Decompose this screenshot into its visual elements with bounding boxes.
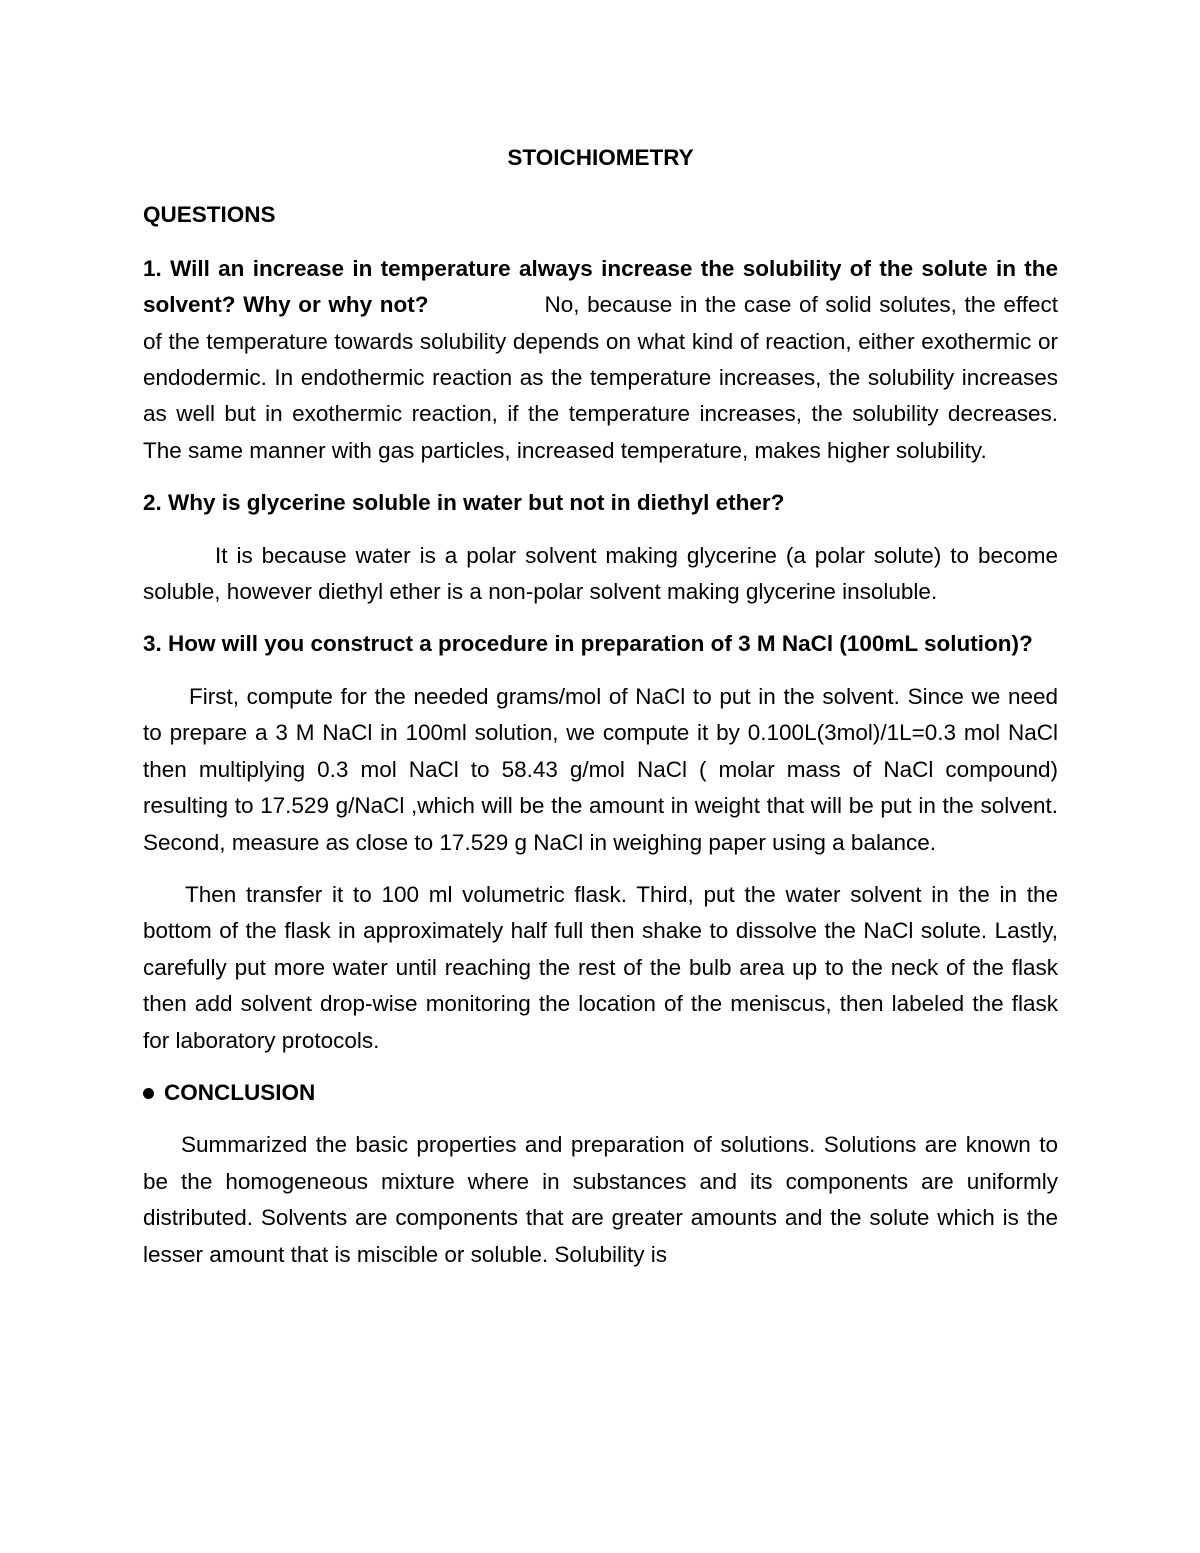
answer-3-paragraph-2: Then transfer it to 100 ml volumetric flask. Third, put the water solvent in the in the bottom of the flask in approximately half full then shake to dissolve the NaCl solute. Lastly, carefully put more water until reaching the rest of the bulb area up to the neck of the flask then add solvent drop-wise monitoring the location of the meniscus, then labeled the flask for laboratory protocols. <box>143 881 1058 1053</box>
conclusion-text: Summarized the basic properties and preparation of solutions. Solutions are known to be the homogeneous mixture where in substances and its components are uniformly distributed. Solvents are components that are greater amounts and the solute which is the lesser amount that is miscible or soluble. Solubility is <box>143 1132 1058 1267</box>
document-title: STOICHIOMETRY <box>507 145 694 170</box>
answer-3-paragraph-1: First, compute for the needed grams/mol of NaCl to put in the solvent. Since we need to prepare a 3 M NaCl in 100ml solution, we compute it by 0.100L(3mol)/1L=0.3 mol NaCl then multiplying 0.3 mol NaCl to 58.43 g/mol NaCl ( molar mass of NaCl compound) resulting to 17.529 g/NaCl ,which will be the amount in weight that will be put in the solvent. Second, measure as close to 17.529 g NaCl in weighing paper using a balance. <box>143 683 1058 855</box>
questions-heading: QUESTIONS <box>143 202 276 228</box>
conclusion-heading-row <box>143 1075 1058 1111</box>
question-1: 1. Will an increase in temperature always increase the solubility of the solute in the solvent? Why or why not? <box>143 255 1058 318</box>
question-1-block <box>143 251 1058 469</box>
answer-2: It is because water is a polar solvent making glycerine (a polar solute) to become soluble, however diethyl ether is a non-polar solvent making glycerine insoluble. <box>143 542 1058 605</box>
conclusion-heading: CONCLUSION <box>164 1079 316 1105</box>
answer-1: No, because in the case of solid solutes, the effect of the temperature towards solubility depends on what kind of reaction, either exothermic or endodermic. In endothermic reaction as the temperature increases, the solubility increases as well but in exothermic reaction, if the temperature increases, the solubility decreases. The same manner with gas particles, increased temperature, makes higher solubility. <box>143 292 1058 463</box>
question-3: 3. How will you construct a procedure in preparation of 3 M NaCl (100mL solution)? <box>143 631 1033 657</box>
bullet-dot-icon <box>143 1088 154 1099</box>
question-2: 2. Why is glycerine soluble in water but not in diethyl ether? <box>143 490 785 516</box>
document-page <box>143 140 1058 1289</box>
